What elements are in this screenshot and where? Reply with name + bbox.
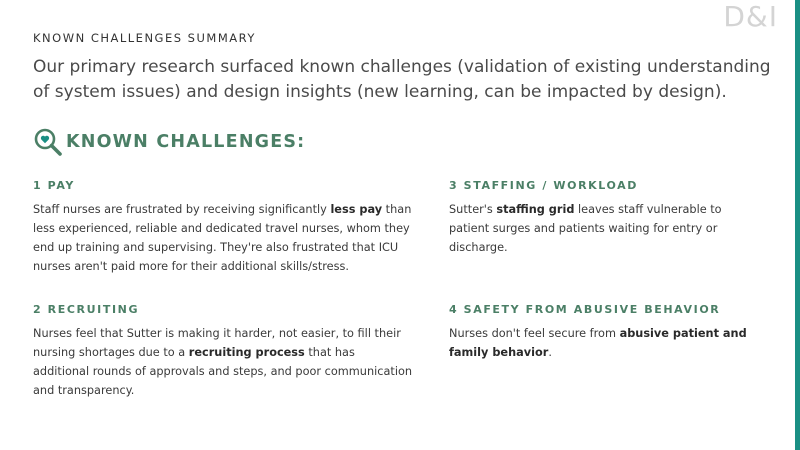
body-text: .	[548, 346, 552, 359]
challenge-title: 3 STAFFING / WORKLOAD	[449, 179, 638, 192]
body-text: Sutter's	[449, 203, 497, 216]
body-emphasis: less pay	[330, 203, 383, 216]
body-text: Staff nurses are frustrated by receiving significantly	[33, 203, 331, 216]
challenge-safety	[449, 303, 749, 362]
challenge-title: 2 RECRUITING	[33, 303, 140, 316]
challenge-body	[33, 324, 413, 400]
body-text: leaves staff vulnerable to patient surges and patients waiting for entry or discharge.	[449, 203, 722, 254]
intro-text: Our primary research surfaced known challenges (validation of existing understanding of system issues) and design insights (new learning, can be impacted by design).	[33, 57, 771, 102]
body-text: Nurses don't feel secure from	[449, 327, 620, 340]
challenge-recruiting	[33, 303, 413, 400]
body-text: that has additional rounds of approvals and steps, and poor communication and transparency.	[33, 346, 413, 397]
challenge-title: 1 PAY	[33, 179, 75, 192]
challenge-pay	[33, 179, 413, 276]
magnifier-heart-icon	[33, 127, 63, 157]
challenge-body	[33, 200, 413, 276]
body-text: than less experienced, reliable and dedicated travel nurses, whom they end up training and supervising. They're also frustrated that ICU nurses aren't paid more for their additional skills/stress.	[33, 203, 412, 273]
challenge-title: 4 SAFETY FROM ABUSIVE BEHAVIOR	[449, 303, 721, 316]
challenge-body	[449, 200, 749, 257]
section-title: KNOWN CHALLENGES:	[66, 132, 306, 152]
section-header	[33, 127, 305, 157]
body-emphasis: recruiting process	[188, 346, 305, 359]
logo: D&I	[723, 0, 778, 33]
body-emphasis: abusive patient and family behavior	[449, 327, 747, 359]
body-emphasis: staffing grid	[496, 203, 575, 216]
body-text: Nurses feel that Sutter is making it harder, not easier, to fill their nursing shortages due to a	[33, 327, 401, 359]
challenge-body	[449, 324, 749, 362]
challenge-staffing	[449, 179, 749, 257]
eyebrow-title: KNOWN CHALLENGES SUMMARY	[33, 31, 256, 45]
accent-bar	[795, 0, 800, 450]
